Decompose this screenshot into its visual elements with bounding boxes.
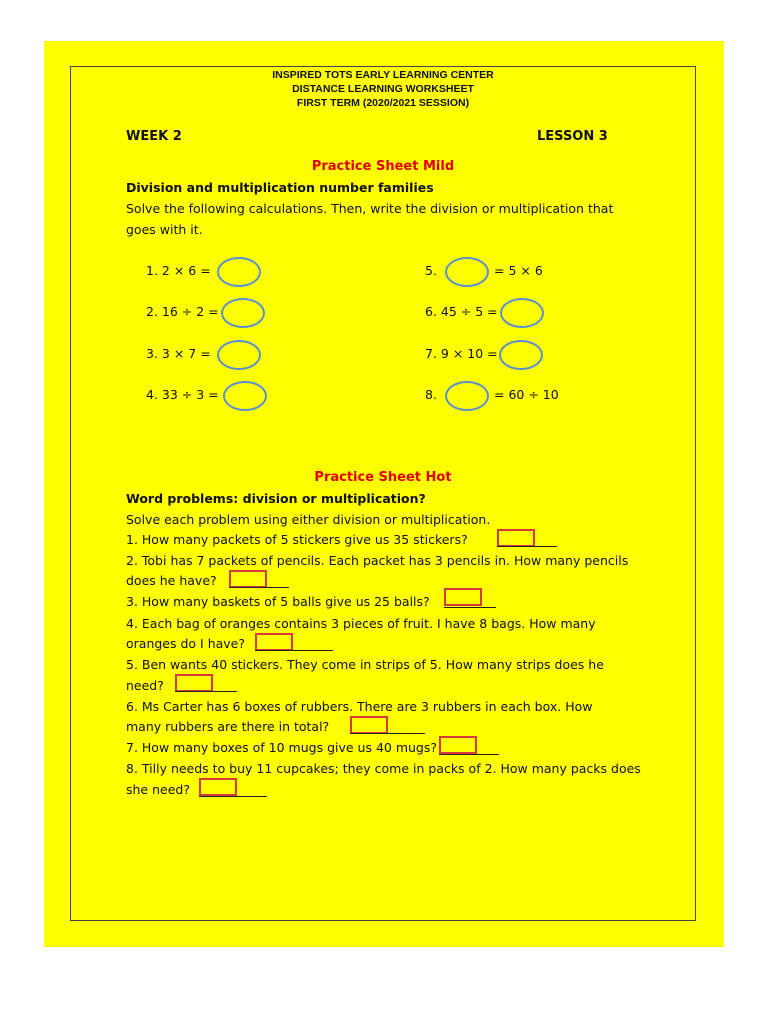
answer-oval-3[interactable] xyxy=(217,340,261,370)
word-problem-4-line1: 4. Each bag of oranges contains 3 pieces of fruit. I have 8 bags. How many xyxy=(126,616,596,631)
term-session: FIRST TERM (2020/2021 SESSION) xyxy=(296,97,470,109)
calc-item-5-number: 5. xyxy=(425,263,437,278)
mild-section-title: Practice Sheet Mild xyxy=(311,159,455,174)
word-problem-2-line2: does he have? xyxy=(126,573,217,588)
calc-item-8-equation: = 60 ÷ 10 xyxy=(494,387,559,402)
word-problem-1: 1. How many packets of 5 stickers give us 35 stickers? xyxy=(126,532,468,547)
lesson-label: LESSON 3 xyxy=(537,129,608,144)
answer-oval-4[interactable] xyxy=(223,381,267,411)
answer-oval-2[interactable] xyxy=(221,298,265,328)
answer-underline-2 xyxy=(229,587,289,588)
answer-underline-4 xyxy=(255,650,333,651)
calc-item-3: 3. 3 × 7 = xyxy=(146,346,211,361)
answer-underline-1 xyxy=(497,546,557,547)
answer-box-5[interactable] xyxy=(175,674,213,692)
answer-box-3[interactable] xyxy=(444,588,482,606)
word-problem-5-line1: 5. Ben wants 40 stickers. They come in strips of 5. How many strips does he xyxy=(126,657,604,672)
mild-instruction-line2: goes with it. xyxy=(126,222,203,237)
answer-oval-8[interactable] xyxy=(445,381,489,411)
mild-instruction-line1: Solve the following calculations. Then, write the division or multiplication that xyxy=(126,201,614,216)
answer-underline-3 xyxy=(444,607,496,608)
answer-underline-8 xyxy=(199,796,267,797)
calc-item-4: 4. 33 ÷ 3 = xyxy=(146,387,219,402)
answer-box-6[interactable] xyxy=(350,716,388,734)
calc-item-1: 1. 2 × 6 = xyxy=(146,263,211,278)
answer-box-8[interactable] xyxy=(199,778,237,796)
calc-item-5-equation: = 5 × 6 xyxy=(494,263,543,278)
word-problem-5-line2: need? xyxy=(126,678,164,693)
week-label: WEEK 2 xyxy=(126,129,182,144)
answer-oval-5[interactable] xyxy=(445,257,489,287)
hot-section-title: Practice Sheet Hot xyxy=(314,470,452,485)
answer-oval-6[interactable] xyxy=(500,298,544,328)
answer-box-2[interactable] xyxy=(229,570,267,588)
answer-underline-5 xyxy=(175,691,237,692)
answer-box-4[interactable] xyxy=(255,633,293,651)
worksheet-type: DISTANCE LEARNING WORKSHEET xyxy=(292,83,474,95)
calc-item-7: 7. 9 × 10 = xyxy=(425,346,498,361)
answer-underline-6 xyxy=(350,733,425,734)
calc-item-8-number: 8. xyxy=(425,387,437,402)
calc-item-6: 6. 45 ÷ 5 = xyxy=(425,304,498,319)
word-problem-2-line1: 2. Tobi has 7 packets of pencils. Each packet has 3 pencils in. How many pencils xyxy=(126,553,629,568)
word-problem-3: 3. How many baskets of 5 balls give us 25 balls? xyxy=(126,594,430,609)
answer-oval-1[interactable] xyxy=(217,257,261,287)
word-problem-7: 7. How many boxes of 10 mugs give us 40 mugs? xyxy=(126,740,438,755)
word-problem-6-line1: 6. Ms Carter has 6 boxes of rubbers. There are 3 rubbers in each box. How xyxy=(126,699,593,714)
answer-box-7[interactable] xyxy=(439,736,477,754)
mild-heading: Division and multiplication number families xyxy=(126,180,434,195)
word-problem-4-line2: oranges do I have? xyxy=(126,636,246,651)
word-problem-8-line2: she need? xyxy=(126,782,190,797)
calc-item-2: 2. 16 ÷ 2 = xyxy=(146,304,219,319)
answer-oval-7[interactable] xyxy=(499,340,543,370)
hot-instruction: Solve each problem using either division or multiplication. xyxy=(126,512,491,527)
school-name: INSPIRED TOTS EARLY LEARNING CENTER xyxy=(272,69,494,81)
word-problem-6-line2: many rubbers are there in total? xyxy=(126,719,330,734)
answer-box-1[interactable] xyxy=(497,529,535,547)
word-problem-8-line1: 8. Tilly needs to buy 11 cupcakes; they come in packs of 2. How many packs does xyxy=(126,761,641,776)
answer-underline-7 xyxy=(439,754,499,755)
hot-heading: Word problems: division or multiplication? xyxy=(126,491,426,506)
